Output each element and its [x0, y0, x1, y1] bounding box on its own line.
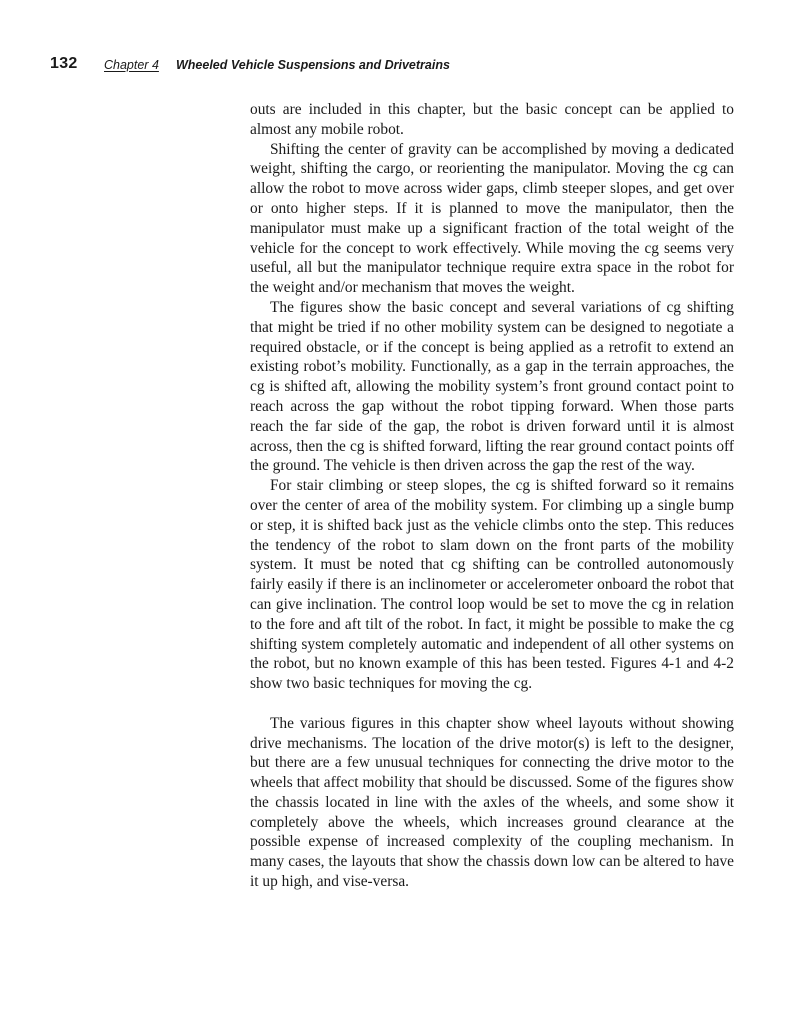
- paragraph-continued: outs are included in this chapter, but the basic concept can be applied to almost any mobile robot.: [250, 101, 734, 138]
- chapter-label: Chapter 4: [104, 58, 159, 72]
- paragraph-drive-mechanisms: The various figures in this chapter show wheel layouts without showing drive mechanisms. The location of the drive motor(s) is left to the designer, but there are a few unusual techniques for connecting the drive motor to the wheels that affect mobility that should be discussed. Some of the figures show the chassis located in line with the axles of the wheels, and some show it completely above the wheels, which increases ground clearance at the possible expense of increased complexity of the coupling mechanism. In many cases, the layouts that show the chassis down low can be altered to have it up high, and vise-versa.: [250, 714, 734, 891]
- paragraph-shifting-cg: Shifting the center of gravity can be accomplished by moving a dedicated weight, shifting the cargo, or reorienting the manipulator. Moving the cg can allow the robot to move across wider gaps, climb steeper slopes, and get over or onto higher steps. If it is planned to move the manipulator, then the manipulator must make up a significant fraction of the total weight of the vehicle for the concept to work effectively. While moving the cg seems very useful, all but the manipulator technique require extra space in the robot for the weight and/or mechanism that moves the weight.: [250, 140, 734, 297]
- running-head: [50, 55, 745, 75]
- body-text: [250, 100, 734, 892]
- chapter-title: Wheeled Vehicle Suspensions and Drivetrains: [176, 58, 450, 72]
- paragraph-stair-climbing: For stair climbing or steep slopes, the cg is shifted forward so it remains over the center of area of the mobility system. For climbing up a single bump or step, it is shifted back just as the vehicle climbs onto the step. This reduces the tendency of the robot to slam down on the front parts of the mobility system. It must be noted that cg shifting can be controlled autonomously fairly easily if there is an inclinometer or accelerometer onboard the robot that can give inclination. The control loop would be set to move the cg in relation to the fore and aft tilt of the robot. In fact, it might be possible to make the cg shifting system completely automatic and independent of all other systems on the robot, but no known example of this has been tested. Figures 4-1 and 4-2 show two basic techniques for moving the cg.: [250, 477, 734, 693]
- paragraph-figures-concept: The figures show the basic concept and several variations of cg shifting that might be tried if no other mobility system can be designed to negotiate a required obstacle, or if the concept is being applied as a retrofit to extend an existing robot’s mobility. Functionally, as a gap in the terrain approaches, the cg is shifted aft, allowing the mobility system’s front ground contact point to reach across the gap without the robot tipping forward. When those parts reach the far side of the gap, the robot is driven forward until it is almost across, then the cg is shifted forward, lifting the rear ground contact points off the ground. The vehicle is then driven across the gap the rest of the way.: [250, 298, 734, 475]
- page-number: 132: [50, 55, 78, 72]
